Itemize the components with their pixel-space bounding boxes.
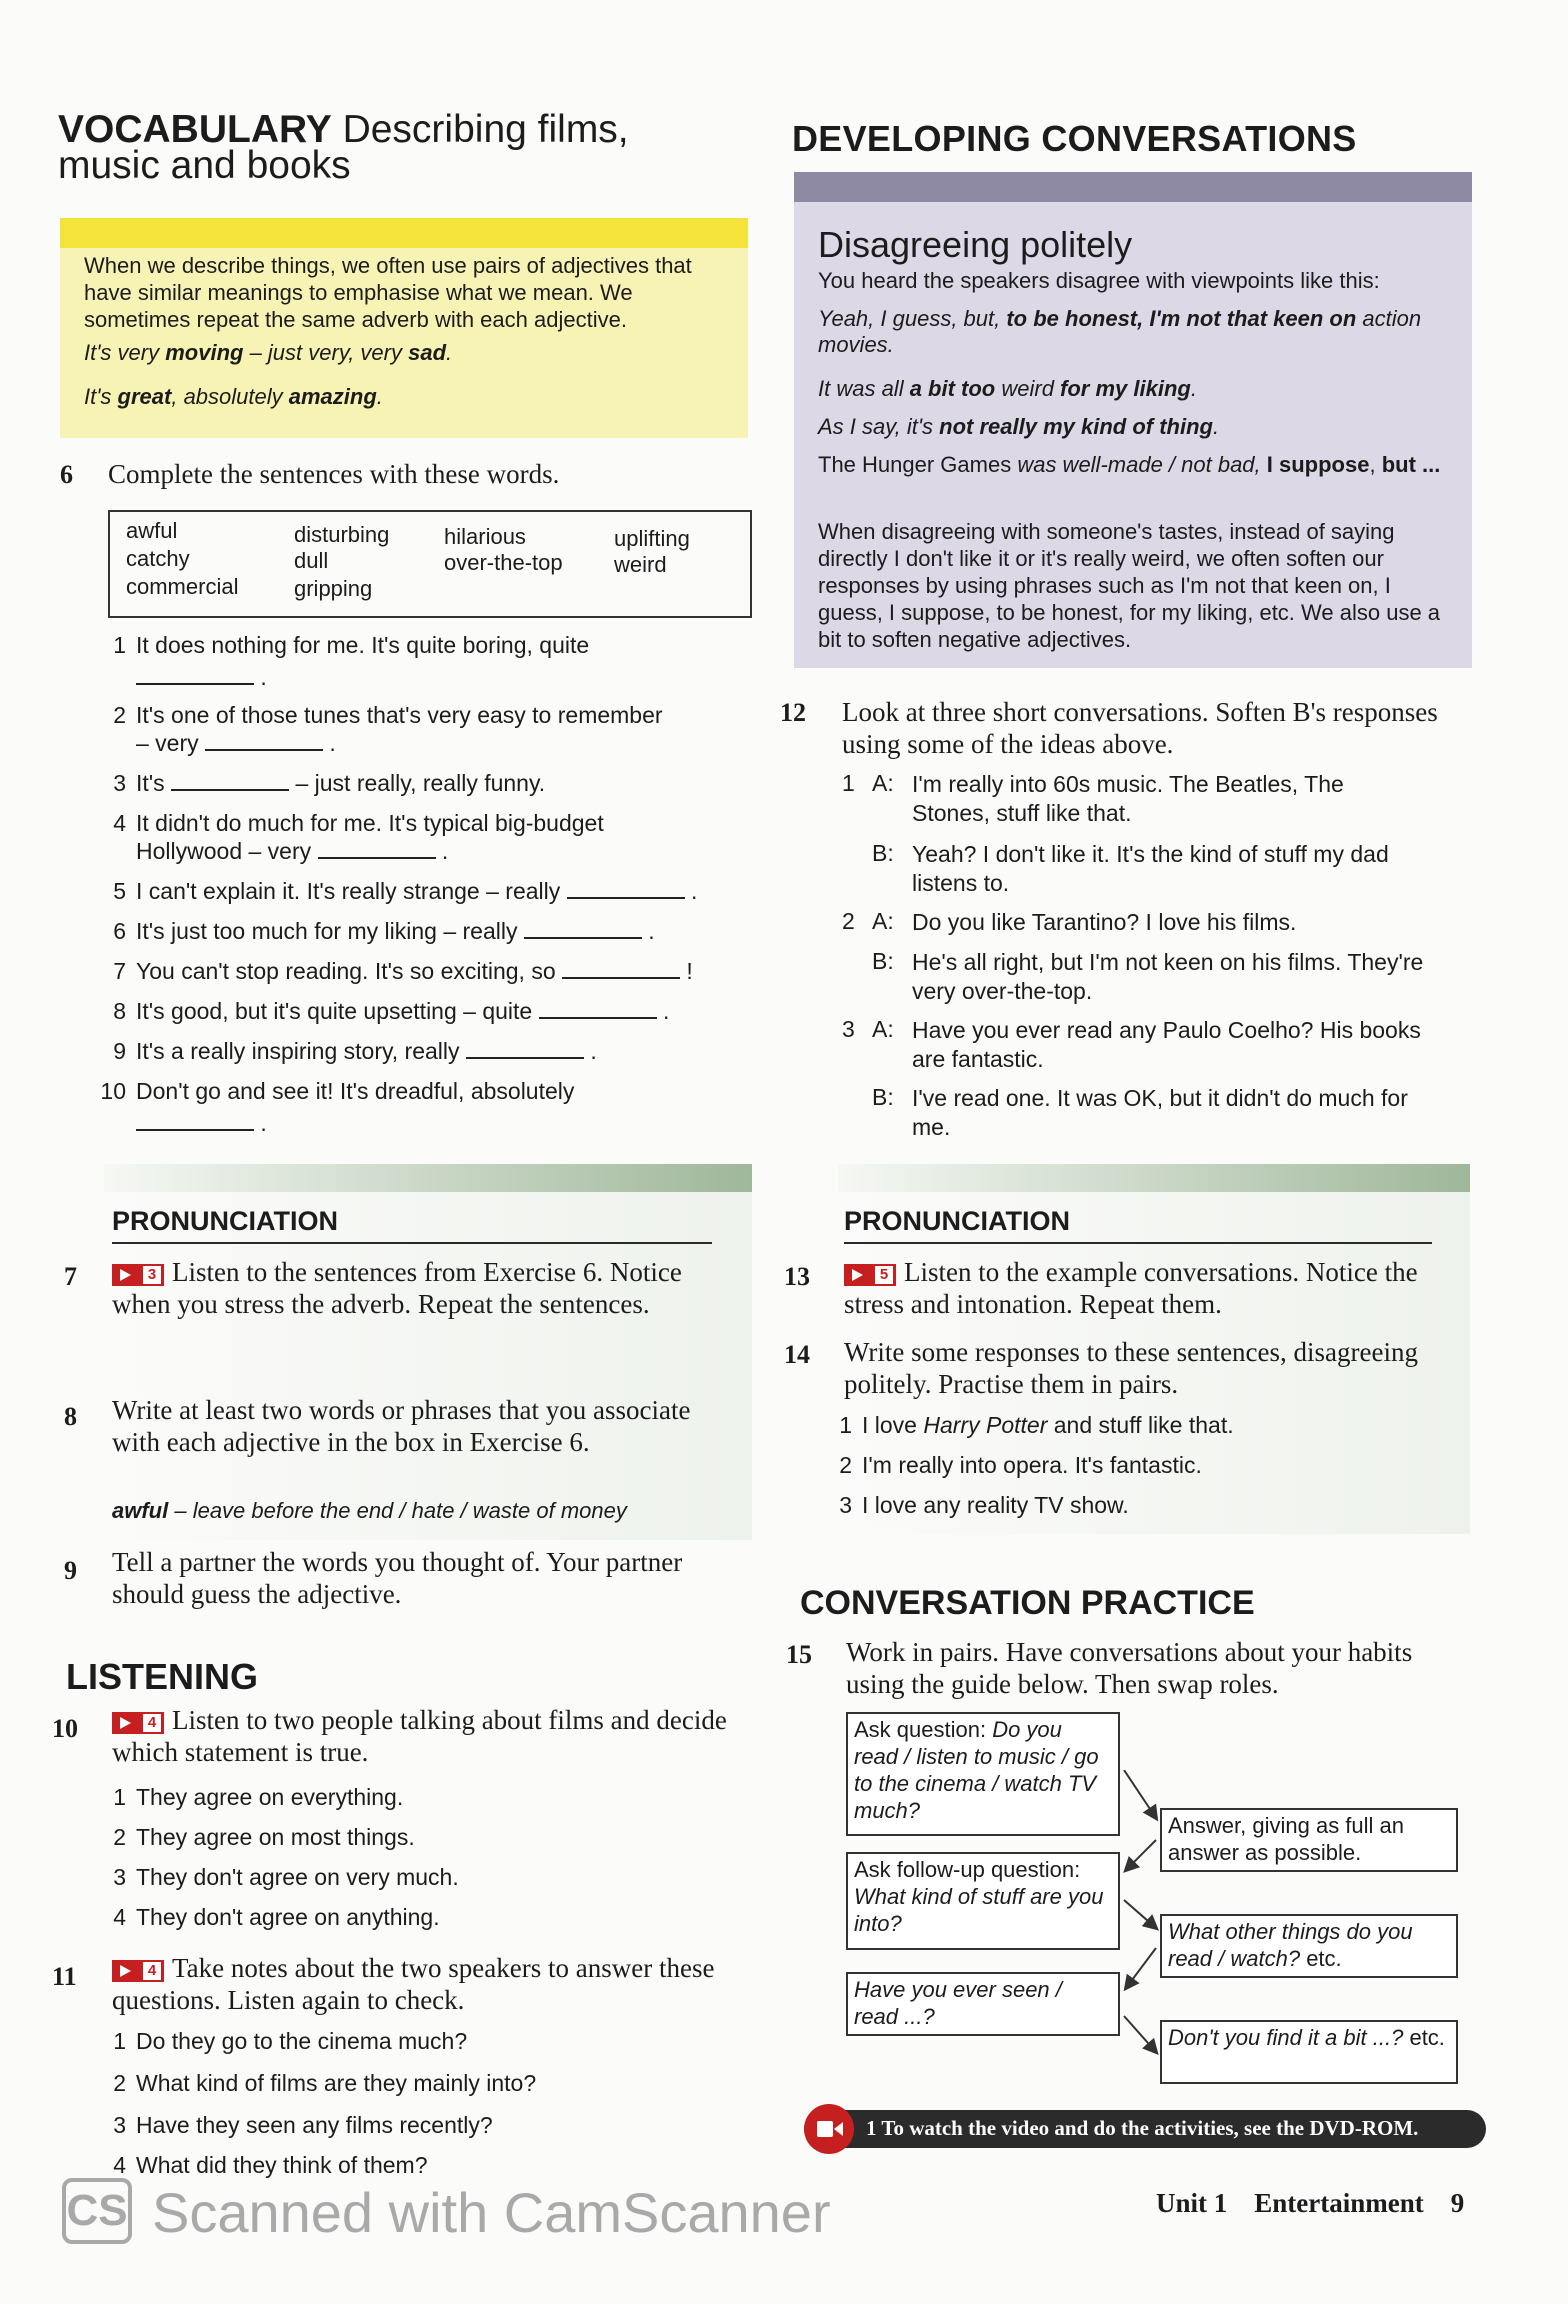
box-intro: You heard the speakers disagree with viewpoints like this: bbox=[818, 268, 1380, 293]
dvd-rom-banner[interactable] bbox=[804, 2110, 1486, 2148]
page-number: 9 bbox=[1450, 2188, 1465, 2218]
dvd-rom-text: 1 To watch the video and do the activities, see the DVD-ROM. bbox=[866, 2116, 1419, 2140]
arrow-right-down bbox=[1124, 2016, 1156, 2052]
exercise-9-number: 9 bbox=[64, 1556, 77, 1585]
speaker-a-text: I'm really into 60s music. The Beatles, The Stones, stuff like that. bbox=[912, 771, 1344, 826]
conversation-number: 1 bbox=[842, 770, 855, 796]
speaker-a-label: A: bbox=[872, 770, 894, 796]
exercise-14-number: 14 bbox=[784, 1340, 810, 1369]
exercise-11-title: 4 Take notes about the two speakers to answer these questions. Listen again to check. bbox=[112, 1953, 715, 2015]
audio-track-icon[interactable]: 5 bbox=[844, 1264, 896, 1286]
word: disturbing bbox=[294, 522, 390, 547]
conversation-number: 2 bbox=[842, 908, 855, 934]
example-line: Yeah, I guess, but, to be honest, I'm not that keen on action movies. bbox=[818, 306, 1422, 357]
box-title: Disagreeing politely bbox=[818, 224, 1133, 265]
vocabulary-info-text: When we describe things, we often use pairs of adjectives that have similar meanings to emphasise what we mean. We sometimes repeat the same adverb with each adjective. bbox=[84, 253, 692, 332]
word: commercial bbox=[126, 574, 239, 599]
exercise-12-title: Look at three short conversations. Soften B's responses using some of the ideas above. bbox=[842, 697, 1438, 759]
unit-label: Unit 1 bbox=[1156, 2188, 1228, 2218]
word: over-the-top bbox=[444, 550, 563, 575]
exercise-8-title: Write at least two words or phrases that you associate with each adjective in the box in Exercise 6. bbox=[112, 1395, 691, 1457]
flow-box-ask-question: Ask question: Do you read / listen to music / go to the cinema / watch TV much? bbox=[846, 1712, 1120, 1836]
listening-heading: LISTENING bbox=[66, 1656, 259, 1697]
audio-track-icon[interactable]: 4 bbox=[112, 1712, 164, 1734]
purple-box-header bbox=[794, 172, 1472, 202]
speaker-b-label: B: bbox=[872, 948, 894, 974]
disagreeing-politely-box bbox=[794, 202, 1472, 668]
exercise-12-number: 12 bbox=[780, 698, 806, 727]
exercise-15-number: 15 bbox=[786, 1640, 812, 1669]
pronunciation-strip bbox=[838, 1164, 1470, 1192]
exercise-8-number: 8 bbox=[64, 1402, 77, 1431]
vocabulary-info-box bbox=[60, 248, 748, 438]
divider bbox=[112, 1242, 712, 1244]
speaker-b-label: B: bbox=[872, 1084, 894, 1110]
flow-box-have-you-ever: Have you ever seen / read ...? bbox=[846, 1972, 1120, 2036]
answer-blank[interactable] bbox=[524, 919, 642, 939]
exercise-14-title: Write some responses to these sentences, disagreeing politely. Practise them in pairs. bbox=[844, 1337, 1418, 1399]
yellow-box-header bbox=[60, 218, 748, 248]
exercise-11-number: 11 bbox=[52, 1962, 77, 1991]
vocabulary-label: VOCABULARY bbox=[58, 108, 332, 151]
word: catchy bbox=[126, 546, 190, 571]
vocabulary-example-1: It's very moving – just very, very sad. bbox=[84, 340, 453, 365]
developing-conversations-heading: DEVELOPING CONVERSATIONS bbox=[792, 118, 1357, 159]
flow-arrows bbox=[1118, 1770, 1166, 2070]
pronunciation-heading: PRONUNCIATION bbox=[112, 1206, 338, 1236]
flow-box-answer: Answer, giving as full an answer as possible. bbox=[1160, 1808, 1458, 1872]
speaker-a-text: Do you like Tarantino? I love his films. bbox=[912, 909, 1297, 935]
answer-blank[interactable] bbox=[466, 1039, 584, 1059]
example-line: As I say, it's not really my kind of thing. bbox=[818, 414, 1220, 439]
arrow-left-down bbox=[1126, 1840, 1156, 1870]
vocabulary-example-2: It's great, absolutely amazing. bbox=[84, 384, 383, 409]
exercise-7-number: 7 bbox=[64, 1262, 77, 1291]
word: uplifting bbox=[614, 526, 690, 551]
exercise-7-title: 3 Listen to the sentences from Exercise 6. Notice when you stress the adverb. Repeat the sentences. bbox=[112, 1257, 682, 1319]
page-footer bbox=[1156, 2188, 1464, 2219]
example-line: It was all a bit too weird for my liking. bbox=[818, 376, 1197, 401]
answer-blank[interactable] bbox=[136, 1111, 254, 1131]
exercise-9-title: Tell a partner the words you thought of. Your partner should guess the adjective. bbox=[112, 1547, 683, 1609]
arrow-right-down bbox=[1124, 1900, 1156, 1928]
answer-blank[interactable] bbox=[205, 731, 323, 751]
word-box bbox=[108, 510, 752, 618]
video-camera-icon bbox=[804, 2104, 854, 2154]
conversation-number: 3 bbox=[842, 1016, 855, 1042]
speaker-a-label: A: bbox=[872, 908, 894, 934]
exercise-10-number: 10 bbox=[52, 1714, 78, 1743]
conversation-practice-heading: CONVERSATION PRACTICE bbox=[800, 1584, 1255, 1622]
vocabulary-subtitle: Describing films, music and books bbox=[58, 108, 629, 187]
exercise-6-number: 6 bbox=[60, 460, 73, 489]
flow-box-other-things: What other things do you read / watch? etc. bbox=[1160, 1914, 1458, 1978]
speaker-b-text: Yeah? I don't like it. It's the kind of stuff my dad listens to. bbox=[912, 841, 1389, 896]
speaker-b-text: He's all right, but I'm not keen on his films. They're very over-the-top. bbox=[912, 949, 1424, 1004]
word: dull bbox=[294, 548, 329, 573]
answer-blank[interactable] bbox=[136, 665, 254, 685]
speaker-a-label: A: bbox=[872, 1016, 894, 1042]
answer-blank[interactable] bbox=[562, 959, 680, 979]
word: hilarious bbox=[444, 524, 526, 549]
divider bbox=[844, 1242, 1432, 1244]
word: weird bbox=[614, 552, 667, 577]
exercise-13-number: 13 bbox=[784, 1262, 810, 1291]
pronunciation-heading: PRONUNCIATION bbox=[844, 1206, 1070, 1236]
example-line: The Hunger Games was well-made / not bad, I suppose, but ... bbox=[818, 452, 1441, 477]
word: awful bbox=[126, 518, 178, 543]
camscanner-logo-icon: CS bbox=[62, 2178, 132, 2244]
word: gripping bbox=[294, 576, 373, 601]
exercise-10-title: 4 Listen to two people talking about films and decide which statement is true. bbox=[112, 1705, 727, 1767]
exercise-13-title: 5 Listen to the example conversations. Notice the stress and intonation. Repeat them. bbox=[844, 1257, 1418, 1319]
exercise-8-example: awful – leave before the end / hate / waste of money bbox=[112, 1498, 627, 1523]
unit-topic: Entertainment bbox=[1254, 2188, 1424, 2218]
box-paragraph: When disagreeing with someone's tastes, instead of saying directly I don't like it or it's really weird, we often soften our responses by using phrases such as I'm not that keen on, I guess, I suppose, to be honest, for my liking, etc. We also use a bit to soften negative adjectives. bbox=[818, 519, 1441, 652]
flow-box-dont-you-find: Don't you find it a bit ...? etc. bbox=[1160, 2020, 1458, 2084]
exercise-15-title: Work in pairs. Have conversations about your habits using the guide below. Then swap roles. bbox=[846, 1637, 1413, 1699]
answer-blank[interactable] bbox=[318, 839, 436, 859]
speaker-a-text: Have you ever read any Paulo Coelho? His books are fantastic. bbox=[912, 1017, 1421, 1072]
audio-track-icon[interactable]: 4 bbox=[112, 1960, 164, 1982]
exercise-6-title: Complete the sentences with these words. bbox=[108, 459, 560, 489]
audio-track-icon[interactable]: 3 bbox=[112, 1264, 164, 1286]
speaker-b-text: I've read one. It was OK, but it didn't do much for me. bbox=[912, 1085, 1408, 1140]
vocabulary-heading bbox=[58, 108, 738, 187]
arrow-right-down bbox=[1124, 1770, 1156, 1818]
answer-blank[interactable] bbox=[567, 879, 685, 899]
arrow-left-down bbox=[1126, 1948, 1156, 1988]
watermark-text: Scanned with CamScanner bbox=[152, 2181, 831, 2244]
flow-box-follow-up: Ask follow-up question: What kind of stuff are you into? bbox=[846, 1852, 1120, 1950]
answer-blank[interactable] bbox=[539, 999, 657, 1019]
answer-blank[interactable] bbox=[171, 771, 289, 791]
pronunciation-background bbox=[104, 1192, 752, 1540]
speaker-b-label: B: bbox=[872, 840, 894, 866]
pronunciation-strip bbox=[104, 1164, 752, 1192]
